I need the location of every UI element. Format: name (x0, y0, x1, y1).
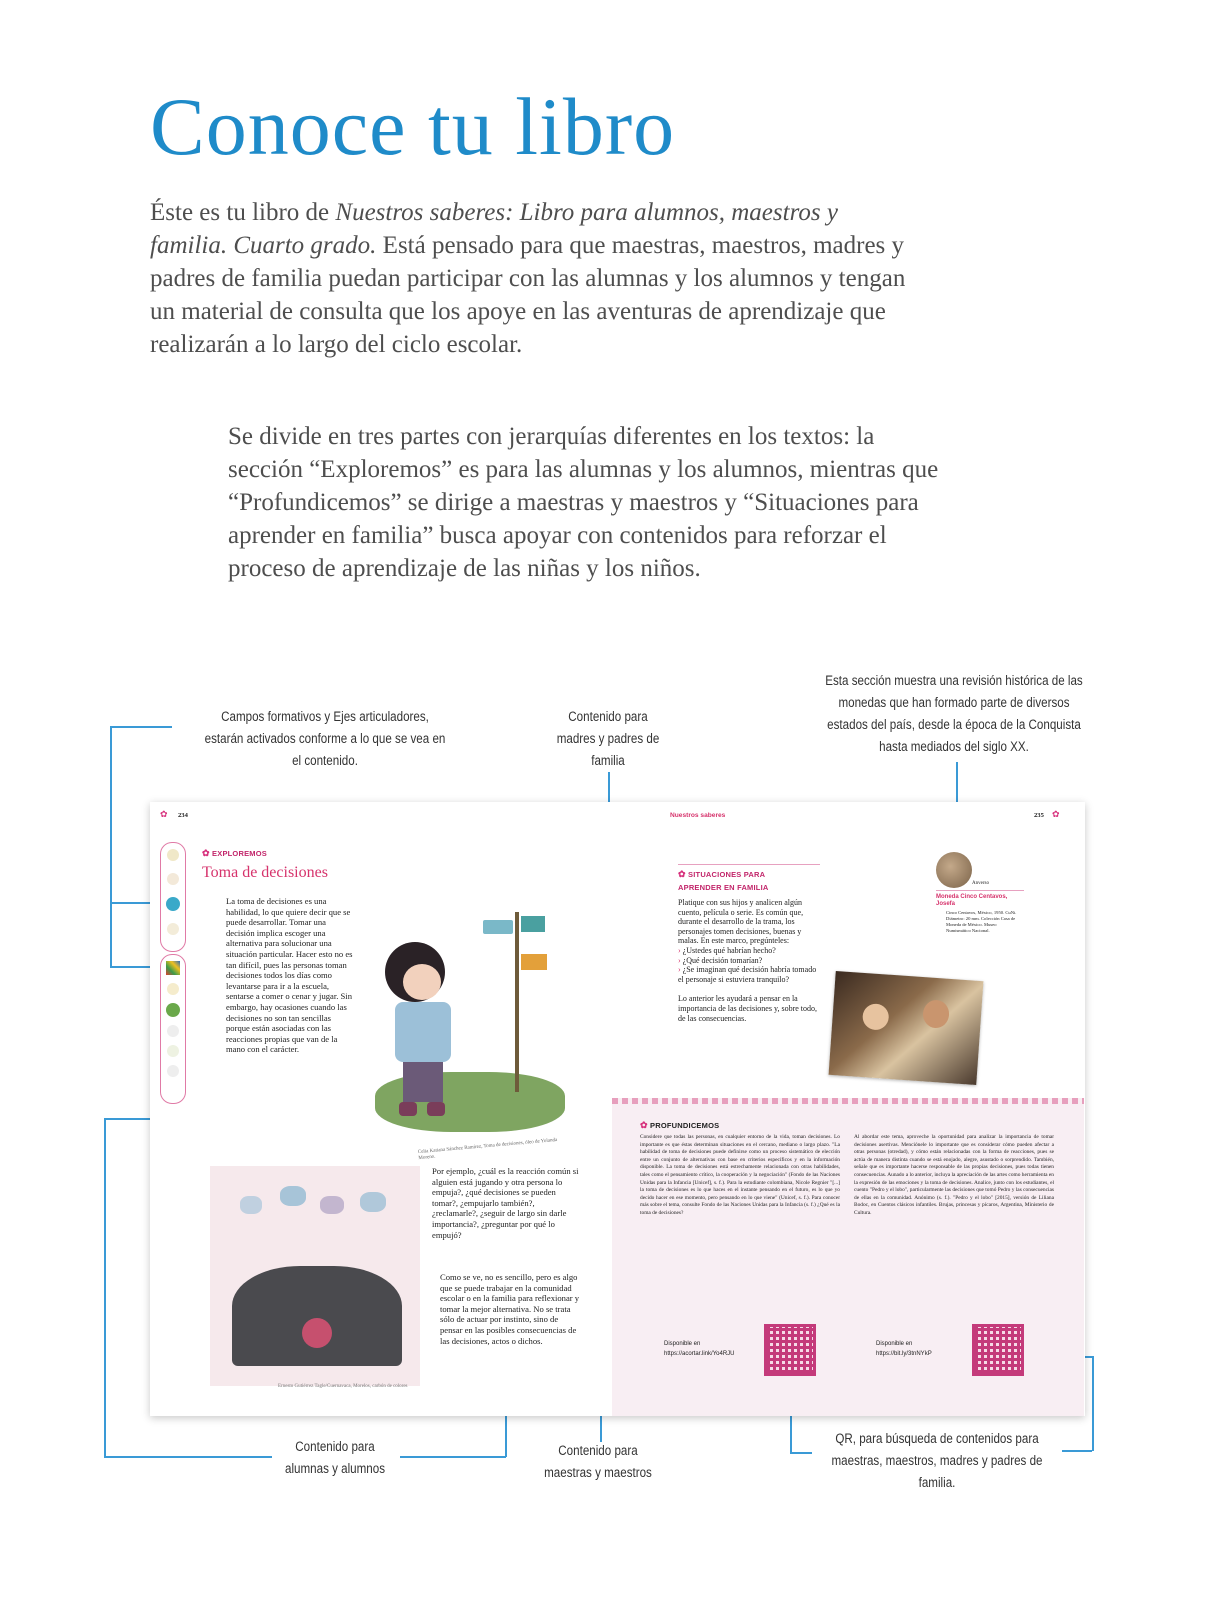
exploremos-body: La toma de decisiones es una habilidad, lo que quiere decir que se puede desarrollar. Tomar una decisión implica escoger una alternativa para solucionar una situación particular. Hacer esto no es tan difícil, pues las personas toman decisiones todos los días como levantarse para ir a la escuela, sentarse a comer o cenar y jugar. Sin embargo, hay ocasiones cuando las decisiones no son tan sencillas porque están asociadas con las reacciones propias que van de la mano con el carácter. (226, 896, 353, 1055)
axis-icon (167, 1045, 179, 1057)
sections-paragraph: Se divide en tres partes con jerarquías diferentes en los textos: la sección “Exploremos” es para las alumnas y los alumnos, mientras que “Profundicemos” se dirige a maestras y maestros y “Situaciones para aprender en familia” busca apoyar con contenidos para reforzar el proceso de aprendizaje de las niñas y los niños. (228, 423, 939, 582)
field-icon (167, 849, 179, 861)
qr1-label: Disponible en (664, 1341, 701, 1347)
exploremos-body-2: Por ejemplo, ¿cuál es la reacción común si alguien está jugando y otra persona lo empuja?, ¿qué decisiones se pueden tomar?, ¿empujarlo también?, ¿reclamarle?, ¿seguir de largo sin darle importancia?, ¿preguntar por qué lo empujó? (432, 1166, 579, 1240)
familia-label-2: APRENDER EN FAMILIA (678, 883, 769, 892)
exploremos-body-3: Como se ve, no es sencillo, pero es algo que se puede trabajar en la comunidad escolar o en la familia para reflexionar y tomar la mejor alternativa. No se trata sólo de actuar por instinto, sino de pensar en las posibles consecuencias de las decisiones, actos o dichos. (440, 1272, 580, 1346)
callout-maestros: Contenido para maestras y maestros (544, 1443, 652, 1480)
callout-historia: Esta sección muestra una revisión histórica de las monedas que han formado parte de diversos estados del país, desde la época de la Conquista hasta mediados del siglo XX. (825, 673, 1083, 754)
axis-icon (167, 1025, 179, 1037)
intro-text-a: Éste es tu libro de (150, 199, 336, 226)
page-number-left: 234 (178, 812, 188, 819)
callout-madres-padres: Contenido para madres y padres de familia (556, 709, 660, 768)
callout-alumnos: Contenido para alumnas y alumnos (284, 1439, 386, 1476)
axis-icon (167, 983, 179, 995)
familia-label: ✿ SITUACIONES PARA (678, 869, 766, 879)
exploremos-label-text: EXPLOREMOS (212, 849, 267, 858)
familia-question: › ¿Ustedes qué habrían hecho? (678, 945, 776, 955)
page-number-right: 235 (1034, 812, 1044, 819)
familia-q2: ¿Qué decisión tomarían? (682, 955, 763, 965)
qr2-url[interactable]: https://bit.ly/3tnNYkP (876, 1351, 932, 1357)
familia-body: Platique con sus hijos y analicen algún cuento, película o serie. Es común que, durante el desarrollo de la trama, los personajes tomen decisiones, buenas y malas. En este marco, pregúnteles: (678, 898, 804, 946)
exploremos-title: Toma de decisiones (202, 864, 328, 881)
profundicemos-label: ✿ PROFUNDICEMOS (640, 1120, 720, 1130)
photo-family (829, 971, 984, 1085)
profundicemos-col2: Al abordar este tema, aproveche la oportunidad para analizar la importancia de tomar decisiones asertivas. Menciónele lo importante que es considerar cómo pueden afectar a otras personas (otredad), y cómo están relacionadas con la forma de reacciones, pues se actúa de manera distinta cuando se está enojado, alegre, asustado o sorprendido. También, señale que es importante hacerse responsable de las propias decisiones, pues todas tienen consecuencias. Aunado a lo anterior, incluya la apreciación de las artes como herramienta en la expresión de las emociones y la toma de decisiones. Analice, junto con los estudiantes, el cuento "Pedro y el lobo", particularmente las decisiones que tomó Pedro y las consecuencias de ellas en la comunidad. Anónimo (s. f.). "Pedro y el lobo" [2015], versión de Liliana Bodoc, en Cuentos clásicos infantiles. Brujas, princesas y pícaros, Argentina, Ministerio de Cultura. (854, 1134, 1054, 1216)
qr-code-1[interactable] (764, 1324, 816, 1376)
familia-q3: ¿Se imaginan qué decisión habría tomado el personaje si estuviera tranquilo? (678, 965, 817, 984)
illustration-credit: Celia Katiana Sánchez Ramírez, Toma de decisiones, óleo de Yolanda Moreno. (417, 1137, 558, 1162)
coin-image (936, 852, 972, 888)
axis-icon-active (166, 1003, 180, 1017)
illustration-crowd (210, 1166, 420, 1386)
running-header: Nuestros saberes (670, 812, 726, 819)
coin-details: Cinco Centavos, México, 1950. CuNi. Diámetro: 20 mm. Colección Casa de Moneda de México. Museo Numismático Nacional. (946, 910, 1017, 933)
profundicemos-label-text: PROFUNDICEMOS (650, 1121, 720, 1130)
familia-section (678, 864, 820, 1023)
field-icon (167, 923, 179, 935)
axis-icon (167, 1065, 179, 1077)
book-spread (150, 802, 1085, 1416)
coin-title: Moneda Cinco Centavos, Josefa (936, 894, 1008, 907)
illustration-credit-2: Ernesto Gutiérrez Tagle/Cuernavaca, Morelos, carbón de colores (278, 1384, 408, 1389)
ornament-icon: ✿ (1052, 810, 1060, 820)
exploremos-label: ✿ EXPLOREMOS (202, 848, 267, 858)
ornament-icon: ✿ (160, 810, 168, 820)
intro-book-title: Nuestros saberes: Libro para alumnos, maestros y familia. Cuarto grado. (150, 199, 838, 259)
familia-q1: ¿Ustedes qué habrían hecho? (682, 945, 776, 955)
campos-formativos-icons (160, 842, 186, 952)
familia-question: › ¿Se imaginan qué decisión habría tomado el personaje si estuviera tranquilo? (678, 965, 817, 984)
field-icon-active (166, 897, 180, 911)
intro-text-b: Está pensado para que maestras, maestros, madres y padres de familia puedan participar con las alumnas y los alumnos y tengan un material de consulta que los apoye en las aventuras de aprendizaje que realizarán a lo largo del ciclo escolar. (150, 232, 906, 358)
familia-question: › ¿Qué decisión tomarían? (678, 955, 763, 965)
familia-label-1: SITUACIONES PARA (688, 870, 766, 879)
axis-icon-active (166, 961, 180, 975)
familia-body-2: Lo anterior les ayudará a pensar en la importancia de las decisiones y, sobre todo, de las consecuencias. (678, 994, 817, 1023)
callout-campos: Campos formativos y Ejes articuladores, estarán activados conforme a lo que se vea en el contenido. (204, 709, 446, 768)
illustration-signpost (365, 902, 570, 1142)
coin-caption: Anverso (972, 881, 989, 886)
page-title: Conoce tu libro (150, 81, 676, 172)
profundicemos-col1: Considere que todas las personas, en cualquier entorno de la vida, toman decisiones. Lo importante es que éstas determinan situaciones en el cercano, mediano o largo plazo. "La habilidad de toma de decisiones puede definirse como un proceso sistemático de elección entre un conjunto de alternativas con base en criterios específicos y en la información disponible. La toma de decisiones está estrechamente relacionada con otras habilidades, tales como el pensamiento crítico, la cooperación y la negociación" (Fondo de las Naciones Unidas para la Infancia [Unicef], s. f.). Para la estudiante colombiana, Nicole Regnier "[...] la toma de decisiones es lo que haces en el instante pensando en el futuro, es lo que yo decido hacer en ese momento, pero pensando en lo que viene" (Unicef, s. f.). Para conocer más sobre el tema, consulte Fondo de las Naciones Unidas para la Infancia (s. f.) ¿Qué es la toma de decisiones? (640, 1134, 840, 1216)
profundicemos-section (612, 1098, 1084, 1416)
ejes-articuladores-icons (160, 954, 186, 1104)
qr-code-2[interactable] (972, 1324, 1024, 1376)
qr1-url[interactable]: https://acortar.link/Yo4RJU (664, 1351, 735, 1357)
qr2-label: Disponible en (876, 1341, 913, 1347)
field-icon (167, 873, 179, 885)
callout-qr: QR, para búsqueda de contenidos para maestras, maestros, madres y padres de familia. (831, 1431, 1043, 1490)
intro-paragraph (150, 196, 910, 361)
